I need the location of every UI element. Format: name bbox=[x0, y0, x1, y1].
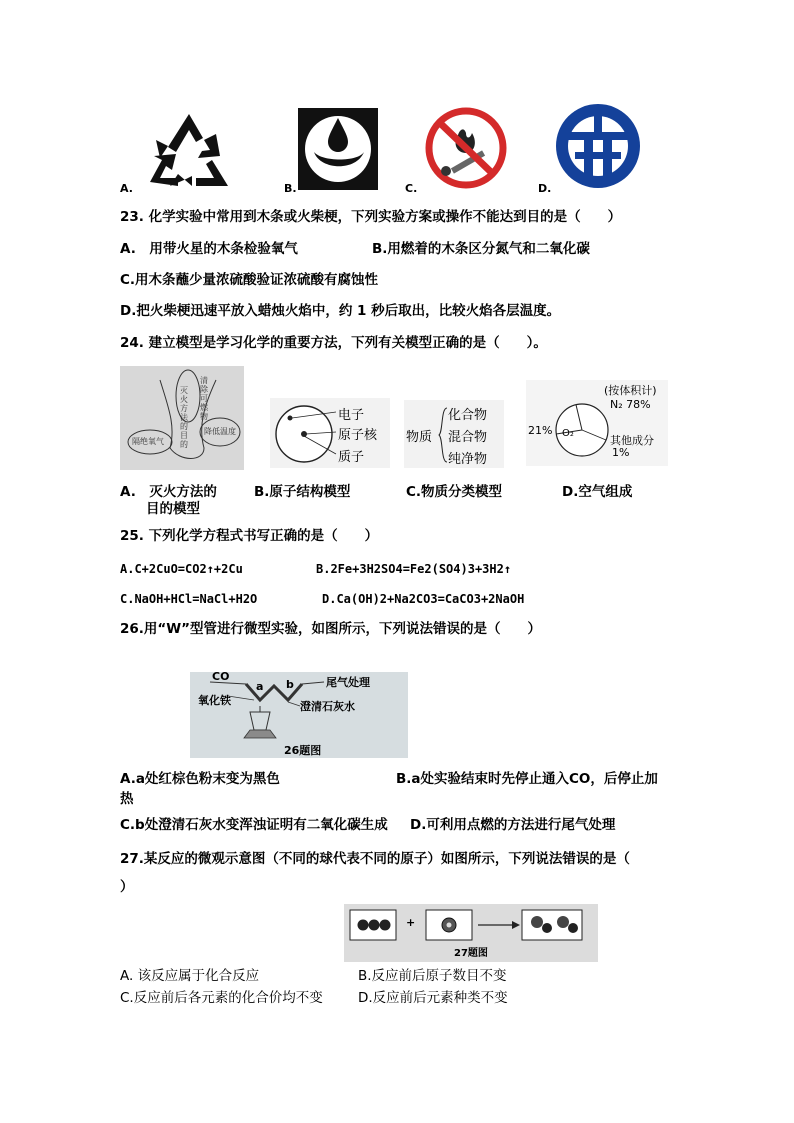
mindmap-left-text: 隔绝氧气 bbox=[132, 437, 164, 446]
option-d-label: D. bbox=[538, 182, 552, 195]
w-tube-experiment-figure bbox=[190, 672, 408, 758]
fig26-b-label: b bbox=[286, 678, 294, 691]
fig26-iron-oxide-label: 氧化铁 bbox=[198, 694, 231, 707]
fig27-plus: + bbox=[406, 916, 416, 929]
option-c-label: C. bbox=[405, 182, 418, 195]
q23-option-d: D.把火柴梗迅速平放入蜡烛火焰中，约 1 秒后取出，比较火焰各层温度。 bbox=[120, 303, 561, 319]
q27-stem-line1: 27.某反应的微观示意图（不同的球代表不同的原子）如图所示，下列说法错误的是（ bbox=[120, 851, 630, 867]
q24-option-a-line1: A. 灭火方法的 bbox=[120, 484, 217, 500]
classification-compound: 化合物 bbox=[448, 408, 488, 423]
q25-option-d: D.Ca(OH)2+Na2CO3=CaCO3+2NaOH bbox=[322, 592, 525, 606]
atom-structure-figure bbox=[270, 398, 390, 468]
q26-option-b-line1: B.a处实验结束时先停止通入CO，后停止加 bbox=[396, 771, 658, 787]
q26-option-d: D.可利用点燃的方法进行尾气处理 bbox=[410, 817, 616, 833]
q24-option-c: C.物质分类模型 bbox=[406, 484, 503, 500]
fig26-a-label: a bbox=[256, 680, 264, 693]
no-open-flame-icon bbox=[422, 105, 510, 191]
fig26-caption: 26题图 bbox=[284, 744, 322, 757]
q26-option-b-line2: 热 bbox=[120, 791, 134, 807]
fire-extinguishing-model-figure bbox=[120, 366, 244, 470]
q25-option-b: B.2Fe+3H2SO4=Fe2(SO4)3+3H2↑ bbox=[316, 562, 512, 576]
q27-option-d: D.反应前后元素种类不变 bbox=[358, 990, 508, 1006]
q24-option-a-line2: 目的模型 bbox=[146, 501, 200, 517]
matter-classification-figure bbox=[404, 400, 504, 468]
water-saving-icon bbox=[298, 108, 378, 190]
q23-stem: 23. 化学实验中常用到木条或火柴梗，下列实验方案或操作不能达到目的是（ ） bbox=[120, 209, 622, 225]
air-composition-figure bbox=[526, 380, 668, 466]
air-o2-label: O₂ bbox=[562, 428, 574, 439]
railway-logo-icon bbox=[553, 102, 643, 190]
mindmap-right-text: 降低温度 bbox=[204, 427, 236, 436]
q25-option-c: C.NaOH+HCl=NaCl+H2O bbox=[120, 592, 258, 606]
fig26-co-label: CO bbox=[212, 670, 230, 683]
q27-stem-line2: ） bbox=[120, 879, 134, 895]
fig26-tail-label: 尾气处理 bbox=[326, 676, 370, 689]
q26-option-c: C.b处澄清石灰水变浑浊证明有二氧化碳生成 bbox=[120, 817, 388, 833]
q27-option-a: A. 该反应属于化合反应 bbox=[120, 968, 260, 984]
q24-option-d: D.空气组成 bbox=[562, 484, 633, 500]
atom-label-electron: 电子 bbox=[338, 408, 365, 423]
q25-option-a: A.C+2CuO=CO2↑+2Cu bbox=[120, 562, 243, 576]
option-a-label: A. bbox=[120, 182, 133, 195]
classification-pure: 纯净物 bbox=[448, 452, 488, 467]
q23-option-b: B.用燃着的木条区分氮气和二氧化碳 bbox=[372, 241, 590, 257]
recycle-icon bbox=[146, 110, 232, 190]
reaction-microscopic-figure bbox=[344, 904, 598, 962]
air-other-label: 其他成分 bbox=[610, 434, 654, 447]
q27-option-c: C.反应前后各元素的化合价均不变 bbox=[120, 990, 323, 1006]
q24-option-b: B.原子结构模型 bbox=[254, 484, 351, 500]
q26-stem: 26.用“W”型管进行微型实验，如图所示，下列说法错误的是（ ） bbox=[120, 621, 542, 637]
q24-stem: 24. 建立模型是学习化学的重要方法，下列有关模型正确的是（ ）。 bbox=[120, 335, 547, 351]
atom-label-proton: 质子 bbox=[338, 450, 365, 465]
mindmap-top-text: 清除可燃物 bbox=[200, 376, 208, 421]
air-other-percent: 1% bbox=[612, 446, 630, 459]
q26-option-a: A.a处红棕色粉末变为黑色 bbox=[120, 771, 280, 787]
air-o2-percent: 21% bbox=[528, 424, 553, 437]
q23-option-a: A. 用带火星的木条检验氧气 bbox=[120, 241, 298, 257]
q25-stem: 25. 下列化学方程式书写正确的是（ ） bbox=[120, 528, 379, 544]
air-n2-label: N₂ 78% bbox=[610, 398, 651, 411]
fig26-limewater-label: 澄清石灰水 bbox=[300, 700, 355, 713]
air-note: (按体积计) bbox=[604, 384, 657, 397]
q23-option-c: C.用木条蘸少量浓硫酸验证浓硫酸有腐蚀性 bbox=[120, 272, 379, 288]
option-b-label: B. bbox=[284, 182, 297, 195]
mindmap-center-text: 灭火方法的目的 bbox=[180, 386, 188, 449]
classification-mixture: 混合物 bbox=[448, 430, 488, 445]
q27-option-b: B.反应前后原子数目不变 bbox=[358, 968, 507, 984]
classification-root: 物质 bbox=[406, 430, 433, 445]
atom-label-nucleus: 原子核 bbox=[338, 428, 378, 443]
fig27-caption: 27题图 bbox=[454, 948, 488, 959]
